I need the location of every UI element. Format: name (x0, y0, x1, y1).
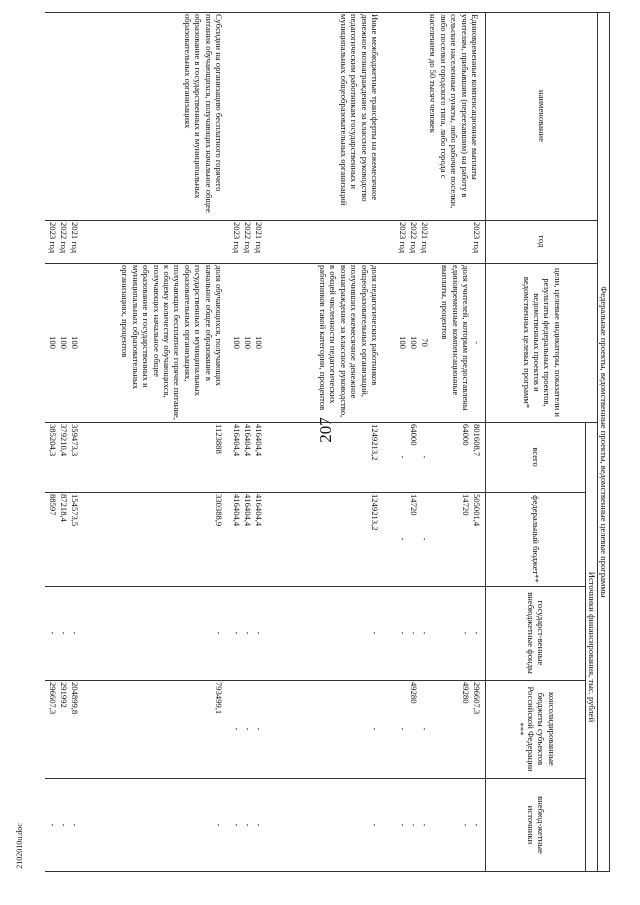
row-off-budget: - (370, 823, 380, 827)
table-caption: Федеральные проекты, ведомственные проекты, ведомственные целевые программы (599, 286, 609, 598)
row-off-budget: - (48, 823, 58, 827)
row-off-budget: - (409, 823, 419, 827)
row-off-budget: - (420, 823, 430, 827)
row-indicator: 100 (398, 336, 408, 349)
row-off-budget: - (70, 823, 80, 827)
row-total: - (420, 455, 430, 459)
row-off-budget: - (472, 823, 482, 827)
row-federal: 1249213,2 (370, 494, 380, 531)
row-indicator: - (472, 341, 482, 344)
row-indicator: 100 (254, 336, 264, 349)
row-indicator: доля педагогических работников общеобразовательных организаций, получивших ежемесячное денежное вознаграждение за классное руководство, в общей численности педагогических работников такой категории, процентов (317, 265, 380, 418)
row-total: - (398, 455, 408, 459)
row-consolidated: - (232, 727, 242, 731)
row-consolidated: 296607,3 (48, 682, 58, 715)
header-state-funds: государст-венные внебюджетные фонды (526, 592, 547, 674)
row-year: 2021 год (254, 222, 264, 254)
row-off-budget: - (214, 823, 224, 827)
row-federal: 330388,9 (214, 494, 224, 527)
row-indicator: 100 (243, 336, 253, 349)
row-off-budget: - (398, 823, 408, 827)
header-indicator: цели, целевые индикаторы, показатели и результаты федеральных проектов, ведомственных проектов и ведомственных целевых программ* (521, 268, 563, 417)
row-total: 1249213,2 (370, 424, 380, 461)
row-state-funds: - (472, 631, 482, 635)
row-total: 416404,4 (254, 424, 264, 457)
header-consolidated-budgets: консолидированные бюджеты субъектов Российской Федерации *** (515, 686, 557, 772)
header-total: всего (531, 447, 542, 467)
row-off-budget: - (461, 823, 471, 827)
row-total: 64000 (409, 424, 419, 446)
row-federal: 88597 (48, 494, 58, 516)
row-total: 385204,3 (48, 424, 58, 457)
row-federal: 416404,4 (232, 494, 242, 527)
row-year: 2021 год (70, 222, 80, 254)
row-state-funds: - (59, 631, 69, 635)
header-federal-budget: федеральный бюджет** (531, 495, 542, 583)
row-year: 2022 год (409, 222, 419, 254)
row-federal: 14720 (409, 494, 419, 516)
section-1-name: Единовременные компенсационные выплаты учителям, прибывшим (переехавшим) на работу в сельские населенные пункты, либо рабочие поселки, либо поселки городского типа, либо города с населением до 50 тысяч человек (428, 14, 480, 209)
row-consolidated: 793499,1 (214, 682, 224, 715)
row-consolidated: 291992 (59, 682, 69, 708)
row-federal: 416404,4 (254, 494, 264, 527)
row-year: 2023 год (472, 222, 482, 254)
row-total: 416404,4 (232, 424, 242, 457)
row-indicator: 100 (70, 336, 80, 349)
row-indicator: 100 (59, 336, 69, 349)
row-consolidated: - (243, 727, 253, 731)
row-year: 2023 год (232, 222, 242, 254)
row-indicator: доля обучающихся, получающих начальное общее образование в государственных и муниципальных образовательных организациях, получающих бесплатное горячее питание, к общему количеству обучающихся, получающих начальное общее образование в государственных и муниципальных образовательных организациях, процентов (120, 265, 224, 420)
row-federal: 416404,4 (243, 494, 253, 527)
row-year (369, 220, 380, 263)
row-state-funds: - (409, 631, 419, 635)
row-indicator: доля учителей, которым предоставлены единовременные компенсационные выплаты, процентов (440, 265, 471, 411)
header-funding-sources: Источники финансирования, тыс. рублей (587, 571, 598, 723)
row-consolidated: - (254, 727, 264, 731)
page-number: 207 (316, 417, 335, 443)
row-off-budget: - (243, 823, 253, 827)
row-state-funds: - (461, 631, 471, 635)
row-total: 64000 (461, 424, 471, 446)
row-consolidated: - (370, 727, 380, 731)
row-year (460, 220, 471, 263)
row-state-funds: - (48, 631, 58, 635)
header-off-budget-sources: внебюд-жетные источники (526, 796, 547, 854)
row-state-funds: - (70, 631, 80, 635)
row-consolidated: 204899,8 (70, 682, 80, 715)
row-federal: 14720 (461, 494, 471, 516)
row-state-funds: - (420, 631, 430, 635)
header-name: наименование (537, 90, 548, 142)
row-off-budget: - (232, 823, 242, 827)
row-total: 379210,4 (59, 424, 69, 457)
row-state-funds: - (398, 631, 408, 635)
row-state-funds: - (243, 631, 253, 635)
row-state-funds: - (370, 631, 380, 635)
row-indicator: 70 (420, 338, 430, 347)
row-year (213, 220, 224, 263)
row-consolidated: 49280 (461, 682, 471, 704)
section-2-name: Иные межбюджетные трансферты на ежемесячное денежное вознаграждение за классное руководство педагогическим работникам государственных и муниципальных общеобразовательных организаций (338, 14, 380, 206)
row-state-funds: - (214, 631, 224, 635)
row-indicator: 100 (232, 336, 242, 349)
row-federal: 154573,5 (70, 494, 80, 527)
row-year: 2023 год (48, 222, 58, 254)
row-total: 801608,7 (472, 424, 482, 457)
row-federal: 505001,4 (472, 494, 482, 527)
header-year: год (537, 235, 548, 248)
row-indicator: 100 (48, 336, 58, 349)
row-year: 2021 год (420, 222, 430, 254)
row-federal: 87218,4 (59, 494, 69, 522)
row-state-funds: - (254, 631, 264, 635)
row-total: 359473,3 (70, 424, 80, 457)
row-consolidated: 49280 (409, 682, 419, 704)
row-federal: - (398, 537, 408, 541)
row-state-funds: - (232, 631, 242, 635)
row-federal: - (420, 537, 430, 541)
row-consolidated: 296607,3 (472, 682, 482, 715)
row-year: 2022 год (243, 222, 253, 254)
row-off-budget: - (254, 823, 264, 827)
row-year: 2022 год (59, 222, 69, 254)
row-consolidated: - (420, 727, 430, 731)
row-total: 1123888 (214, 424, 224, 454)
financing-table (45, 12, 610, 872)
document-file-reference: 2102010u.doc (15, 823, 24, 869)
rotated-table-sheet (45, 12, 610, 872)
table-border-top (609, 12, 610, 872)
row-year: 2023 год (398, 222, 408, 254)
row-consolidated: - (398, 727, 408, 731)
row-off-budget: - (59, 823, 69, 827)
row-indicator: 100 (409, 336, 419, 349)
section-3-name: Субсидии на организацию бесплатного горячего питания обучающихся, получающих начальное общее образование в государственных и муниципальных образовательных организациях (182, 14, 224, 213)
row-total: 416404,4 (243, 424, 253, 457)
